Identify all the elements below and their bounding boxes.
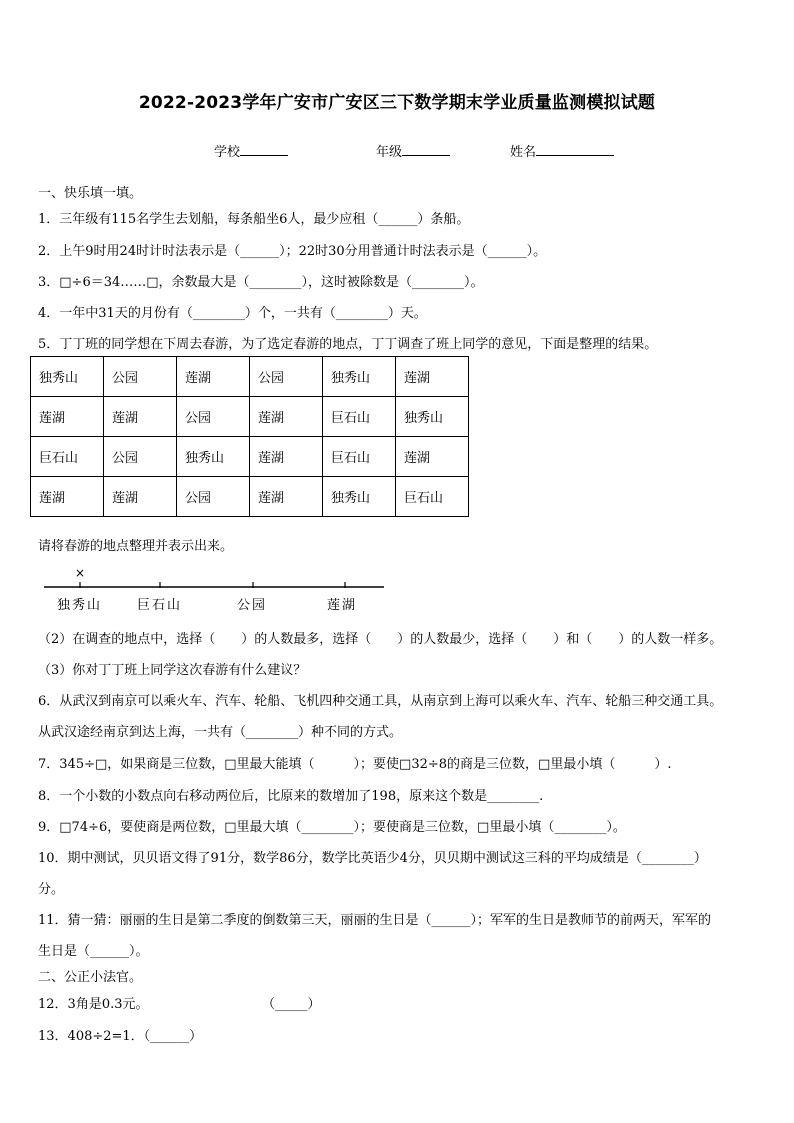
- question-5-instruction: 请将春游的地点整理并表示出来。: [38, 539, 234, 554]
- question-5-part-2: （2）在调查的地点中，选择（ ）的人数最多，选择（ ）的人数最少，选择（ ）和（ ）的人数一样多。: [38, 632, 723, 647]
- table-cell: 巨石山: [323, 397, 396, 437]
- table-cell: 莲湖: [104, 477, 177, 517]
- grade-blank[interactable]: [402, 143, 450, 156]
- table-cell: 莲湖: [250, 437, 323, 477]
- table-cell: 公园: [250, 357, 323, 397]
- survey-table: [30, 356, 469, 517]
- question-6-line-1: 6．从武汉到南京可以乘火车、汽车、轮船、飞机四种交通工具，从南京到上海可以乘火车、汽车、轮船三种交通工具。: [38, 694, 723, 709]
- table-cell: 莲湖: [31, 397, 104, 437]
- question-6-line-2: 从武汉途经南京到达上海，一共有（________）种不同的方式。: [38, 725, 403, 740]
- table-row: [31, 357, 469, 397]
- table-cell: 莲湖: [104, 397, 177, 437]
- question-2: 2．上午9时用24时计时法表示是（______）；22时30分用普通计时法表示是（______）。: [38, 244, 547, 259]
- table-cell: 巨石山: [396, 477, 469, 517]
- page-title: 2022-2023学年广安市广安区三下数学期末学业质量监测模拟试题: [138, 93, 656, 113]
- axis-label-dushushan: 独秀山: [57, 598, 103, 613]
- section-heading: 一、快乐填一填。: [38, 186, 143, 201]
- axis-label-gongyuan: 公园: [237, 598, 268, 613]
- question-10-line-1: 10．期中测试，贝贝语文得了91分，数学86分，数学比英语少4分，贝贝期中测试这三科的平均成绩是（________）: [38, 851, 707, 866]
- table-cell: 巨石山: [323, 437, 396, 477]
- question-11-line-2: 生日是（______）。: [38, 944, 149, 959]
- table-row: [31, 477, 469, 517]
- question-5-part-3: （3）你对丁丁班上同学这次春游有什么建议？: [38, 663, 307, 678]
- table-cell: 公园: [177, 477, 250, 517]
- table-cell: 独秀山: [323, 357, 396, 397]
- question-9: 9．□74÷6，要使商是两位数，□里最大填（________）；要使商是三位数，□里最小填（________）。: [38, 820, 626, 835]
- table-cell: 莲湖: [396, 357, 469, 397]
- grade-label: 年级: [376, 145, 403, 160]
- table-cell: 独秀山: [31, 357, 104, 397]
- question-8: 8．一个小数的小数点向右移动两位后，比原来的数增加了198，原来这个数是________.: [38, 789, 544, 804]
- name-field: [510, 141, 614, 160]
- section-heading: 二、公正小法官。: [38, 970, 143, 985]
- table-cell: 莲湖: [396, 437, 469, 477]
- question-1: 1．三年级有115名学生去划船，每条船坐6人，最少应租（______）条船。: [38, 212, 470, 227]
- axis-label-jushishan: 巨石山: [137, 598, 183, 613]
- question-3: 3．□÷6＝34……□，余数最大是（________），这时被除数是（________）。: [38, 275, 484, 290]
- table-cell: 莲湖: [250, 397, 323, 437]
- school-field: [214, 141, 288, 160]
- question-12: 12．3角是0.3元。: [38, 997, 149, 1012]
- tally-mark: ×: [75, 566, 88, 580]
- table-cell: 公园: [104, 357, 177, 397]
- table-cell: 公园: [104, 437, 177, 477]
- grade-field: [376, 141, 450, 160]
- name-label: 姓名: [510, 145, 537, 160]
- question-5: 5．丁丁班的同学想在下周去春游，为了选定春游的地点，丁丁调查了班上同学的意见，下面是整理的结果。: [38, 337, 658, 352]
- question-11-line-1: 11．猜一猜：丽丽的生日是第二季度的倒数第三天，丽丽的生日是（______）；军军的生日是教师节的前两天，军军的: [38, 913, 712, 928]
- table-cell: 莲湖: [250, 477, 323, 517]
- question-10-line-2: 分。: [38, 882, 65, 897]
- question-7: 7．345÷□，如果商是三位数，□里最大能填（ ）；要使□32÷8的商是三位数，□里最小填（ ）.: [38, 757, 672, 772]
- question-13: 13．408÷2=1．（______）: [38, 1029, 203, 1044]
- tally-chart: [40, 566, 390, 621]
- table-cell: 独秀山: [177, 437, 250, 477]
- table-cell: 莲湖: [177, 357, 250, 397]
- question-12-blank[interactable]: （_____）: [262, 997, 321, 1012]
- name-blank[interactable]: [536, 143, 614, 156]
- table-row: [31, 397, 469, 437]
- axis-label-lianhu: 莲湖: [327, 598, 358, 613]
- question-4: 4．一年中31天的月份有（________）个，一共有（________）天。: [38, 306, 427, 321]
- table-cell: 莲湖: [31, 477, 104, 517]
- table-cell: 公园: [177, 397, 250, 437]
- school-blank[interactable]: [240, 143, 288, 156]
- table-cell: 独秀山: [323, 477, 396, 517]
- table-cell: 巨石山: [31, 437, 104, 477]
- school-label: 学校: [214, 145, 241, 160]
- table-cell: 独秀山: [396, 397, 469, 437]
- table-row: [31, 437, 469, 477]
